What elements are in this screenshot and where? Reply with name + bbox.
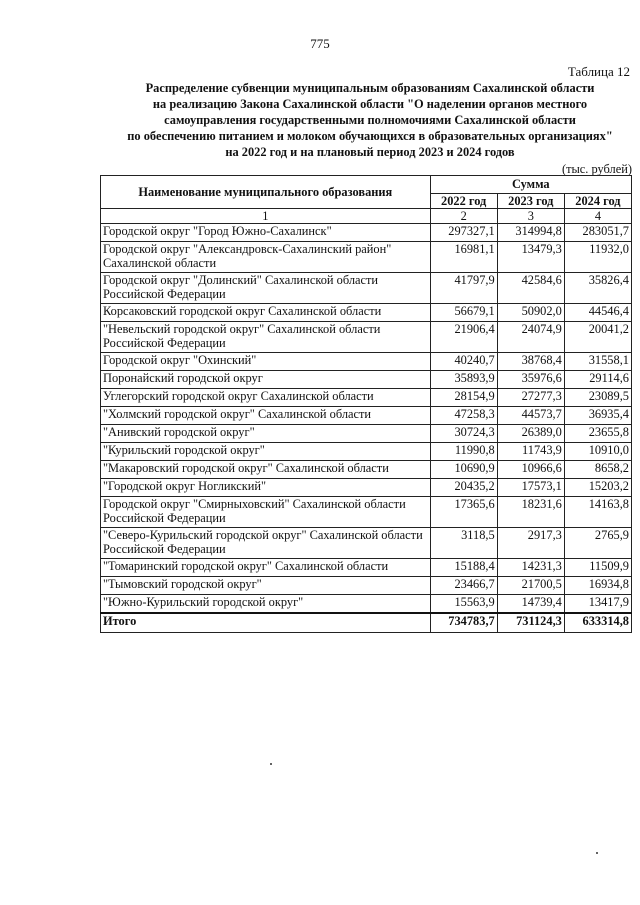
municipality-name: "Курильский городской округ" bbox=[101, 443, 431, 461]
municipality-name: "Северо-Курильский городской округ" Сахалинской области Российской Федерации bbox=[101, 528, 431, 559]
value-2023: 14231,3 bbox=[497, 559, 564, 577]
municipality-name: Поронайский городской округ bbox=[101, 371, 431, 389]
value-2023: 18231,6 bbox=[497, 497, 564, 528]
total-2024: 633314,8 bbox=[564, 613, 631, 633]
table-row bbox=[101, 304, 632, 322]
value-2024: 16934,8 bbox=[564, 577, 631, 595]
table-row bbox=[101, 497, 632, 528]
municipality-name: Городской округ "Смирныховский" Сахалинской области Российской Федерации bbox=[101, 497, 431, 528]
municipality-name: "Городской округ Ногликский" bbox=[101, 479, 431, 497]
scan-speck bbox=[596, 852, 598, 854]
value-2022: 15563,9 bbox=[430, 595, 497, 614]
title-line: на реализацию Закона Сахалинской области "О наделении органов местного bbox=[152, 97, 588, 111]
value-2024: 36935,4 bbox=[564, 407, 631, 425]
municipality-name: Углегорский городской округ Сахалинской области bbox=[101, 389, 431, 407]
municipality-name: Городской округ "Долинский" Сахалинской области Российской Федерации bbox=[101, 273, 431, 304]
title-line: по обеспечению питанием и молоком обучающихся в образовательных организациях" bbox=[127, 129, 613, 143]
value-2022: 30724,3 bbox=[430, 425, 497, 443]
value-2023: 24074,9 bbox=[497, 322, 564, 353]
table-row bbox=[101, 479, 632, 497]
value-2022: 3118,5 bbox=[430, 528, 497, 559]
value-2024: 283051,7 bbox=[564, 224, 631, 242]
value-2023: 42584,6 bbox=[497, 273, 564, 304]
municipality-name: "Южно-Курильский городской округ" bbox=[101, 595, 431, 614]
value-2022: 47258,3 bbox=[430, 407, 497, 425]
value-2023: 26389,0 bbox=[497, 425, 564, 443]
value-2022: 20435,2 bbox=[430, 479, 497, 497]
value-2024: 29114,6 bbox=[564, 371, 631, 389]
municipality-name: "Макаровский городской округ" Сахалинской области bbox=[101, 461, 431, 479]
municipality-name: Городской округ "Охинский" bbox=[101, 353, 431, 371]
document-title bbox=[100, 80, 640, 160]
value-2024: 20041,2 bbox=[564, 322, 631, 353]
value-2023: 21700,5 bbox=[497, 577, 564, 595]
column-index: 4 bbox=[564, 209, 631, 224]
units-note: (тыс. рублей) bbox=[561, 162, 632, 176]
table-row bbox=[101, 371, 632, 389]
value-2022: 16981,1 bbox=[430, 242, 497, 273]
municipality-name: Городской округ "Город Южно-Сахалинск" bbox=[101, 224, 431, 242]
value-2022: 15188,4 bbox=[430, 559, 497, 577]
scan-speck bbox=[270, 763, 272, 765]
header-year-2023: 2023 год bbox=[497, 193, 564, 208]
total-2023: 731124,3 bbox=[497, 613, 564, 633]
municipality-name: Корсаковский городской округ Сахалинской области bbox=[101, 304, 431, 322]
value-2024: 23089,5 bbox=[564, 389, 631, 407]
value-2022: 56679,1 bbox=[430, 304, 497, 322]
total-2022: 734783,7 bbox=[430, 613, 497, 633]
municipality-name: "Тымовский городской округ" bbox=[101, 577, 431, 595]
value-2022: 297327,1 bbox=[430, 224, 497, 242]
value-2023: 13479,3 bbox=[497, 242, 564, 273]
table-row bbox=[101, 407, 632, 425]
value-2024: 11509,9 bbox=[564, 559, 631, 577]
municipality-name: Городской округ "Александровск-Сахалинский район" Сахалинской области bbox=[101, 242, 431, 273]
total-row bbox=[101, 613, 632, 633]
table-row bbox=[101, 443, 632, 461]
value-2023: 10966,6 bbox=[497, 461, 564, 479]
title-line: на 2022 год и на плановый период 2023 и 2024 годов bbox=[225, 145, 515, 159]
table-row bbox=[101, 577, 632, 595]
title-line: Распределение субвенции муниципальным образованиям Сахалинской области bbox=[145, 81, 595, 95]
value-2024: 31558,1 bbox=[564, 353, 631, 371]
table-row bbox=[101, 528, 632, 559]
column-index: 3 bbox=[497, 209, 564, 224]
page-number: 775 bbox=[310, 36, 330, 51]
table-row bbox=[101, 425, 632, 443]
value-2023: 314994,8 bbox=[497, 224, 564, 242]
value-2024: 44546,4 bbox=[564, 304, 631, 322]
value-2023: 14739,4 bbox=[497, 595, 564, 614]
value-2022: 11990,8 bbox=[430, 443, 497, 461]
value-2023: 35976,6 bbox=[497, 371, 564, 389]
value-2022: 41797,9 bbox=[430, 273, 497, 304]
value-2023: 44573,7 bbox=[497, 407, 564, 425]
table-row bbox=[101, 322, 632, 353]
value-2022: 23466,7 bbox=[430, 577, 497, 595]
column-index: 1 bbox=[101, 209, 431, 224]
header-sum: Сумма bbox=[430, 176, 631, 194]
header-name: Наименование муниципального образования bbox=[101, 176, 431, 209]
header-year-2022: 2022 год bbox=[430, 193, 497, 208]
value-2023: 38768,4 bbox=[497, 353, 564, 371]
value-2022: 17365,6 bbox=[430, 497, 497, 528]
value-2024: 2765,9 bbox=[564, 528, 631, 559]
title-line: самоуправления государственными полномочиями Сахалинской области bbox=[164, 113, 576, 127]
table-row bbox=[101, 273, 632, 304]
table-row bbox=[101, 559, 632, 577]
value-2024: 8658,2 bbox=[564, 461, 631, 479]
table-row bbox=[101, 242, 632, 273]
value-2024: 23655,8 bbox=[564, 425, 631, 443]
table-row bbox=[101, 224, 632, 242]
value-2022: 10690,9 bbox=[430, 461, 497, 479]
table-row bbox=[101, 461, 632, 479]
value-2024: 13417,9 bbox=[564, 595, 631, 614]
value-2024: 35826,4 bbox=[564, 273, 631, 304]
value-2023: 2917,3 bbox=[497, 528, 564, 559]
municipality-name: "Анивский городской округ" bbox=[101, 425, 431, 443]
municipality-name: "Невельский городской округ" Сахалинской области Российской Федерации bbox=[101, 322, 431, 353]
value-2024: 10910,0 bbox=[564, 443, 631, 461]
subvention-table bbox=[100, 175, 632, 633]
total-label: Итого bbox=[101, 613, 431, 633]
value-2022: 35893,9 bbox=[430, 371, 497, 389]
value-2022: 40240,7 bbox=[430, 353, 497, 371]
table-row bbox=[101, 595, 632, 614]
value-2023: 11743,9 bbox=[497, 443, 564, 461]
value-2024: 11932,0 bbox=[564, 242, 631, 273]
value-2023: 17573,1 bbox=[497, 479, 564, 497]
municipality-name: "Томаринский городской округ" Сахалинской области bbox=[101, 559, 431, 577]
table-row bbox=[101, 389, 632, 407]
value-2023: 50902,0 bbox=[497, 304, 564, 322]
value-2022: 28154,9 bbox=[430, 389, 497, 407]
table-label: Таблица 12 bbox=[567, 64, 630, 79]
municipality-name: "Холмский городской округ" Сахалинской области bbox=[101, 407, 431, 425]
value-2024: 14163,8 bbox=[564, 497, 631, 528]
value-2022: 21906,4 bbox=[430, 322, 497, 353]
table-row bbox=[101, 353, 632, 371]
header-year-2024: 2024 год bbox=[564, 193, 631, 208]
value-2024: 15203,2 bbox=[564, 479, 631, 497]
value-2023: 27277,3 bbox=[497, 389, 564, 407]
column-index: 2 bbox=[430, 209, 497, 224]
